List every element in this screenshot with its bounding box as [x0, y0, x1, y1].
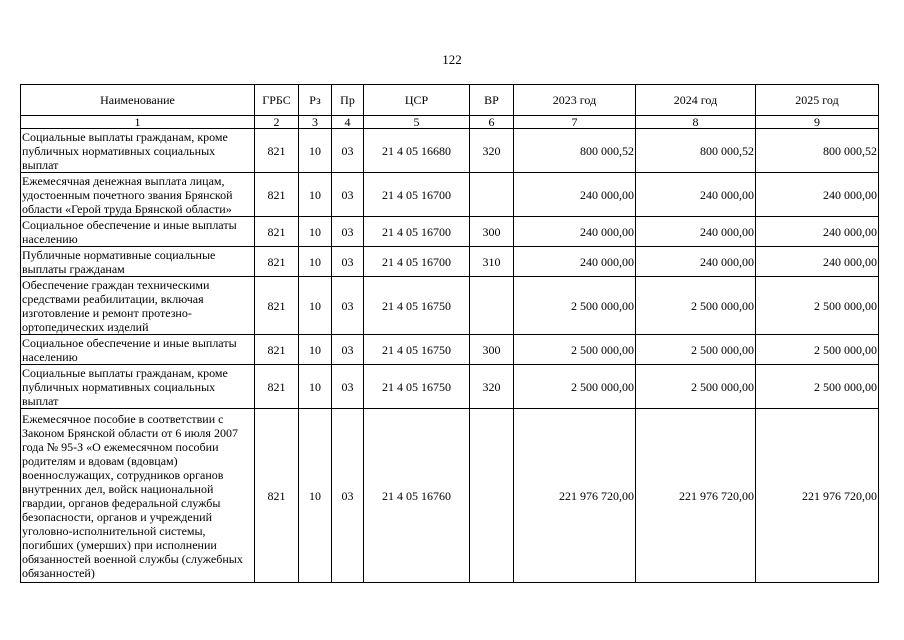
row-2024: 2 500 000,00	[636, 335, 756, 365]
row-csr: 21 4 05 16680	[364, 129, 470, 173]
row-vr	[470, 409, 514, 583]
table-row	[21, 247, 879, 277]
row-name: Социальное обеспечение и иные выплаты населению	[21, 217, 255, 247]
row-grbs: 821	[255, 173, 299, 217]
row-rz: 10	[299, 173, 332, 217]
row-pr: 03	[332, 173, 364, 217]
column-number: 5	[364, 116, 470, 129]
header-2025: 2025 год	[756, 85, 879, 116]
row-2023: 240 000,00	[514, 247, 636, 277]
row-2025: 240 000,00	[756, 217, 879, 247]
row-2023: 2 500 000,00	[514, 365, 636, 409]
row-2025: 240 000,00	[756, 247, 879, 277]
row-csr: 21 4 05 16700	[364, 217, 470, 247]
row-name: Социальные выплаты гражданам, кроме публичных нормативных социальных выплат	[21, 129, 255, 173]
row-2023: 240 000,00	[514, 217, 636, 247]
row-2024: 221 976 720,00	[636, 409, 756, 583]
row-vr	[470, 277, 514, 335]
row-csr: 21 4 05 16700	[364, 173, 470, 217]
table-row	[21, 335, 879, 365]
row-2024: 240 000,00	[636, 217, 756, 247]
header-grbs: ГРБС	[255, 85, 299, 116]
row-2023: 2 500 000,00	[514, 335, 636, 365]
column-number: 1	[21, 116, 255, 129]
row-2025: 2 500 000,00	[756, 277, 879, 335]
row-grbs: 821	[255, 217, 299, 247]
row-rz: 10	[299, 277, 332, 335]
row-pr: 03	[332, 217, 364, 247]
row-2024: 800 000,52	[636, 129, 756, 173]
row-rz: 10	[299, 129, 332, 173]
row-csr: 21 4 05 16750	[364, 365, 470, 409]
row-grbs: 821	[255, 247, 299, 277]
row-grbs: 821	[255, 409, 299, 583]
table-row	[21, 365, 879, 409]
column-number: 7	[514, 116, 636, 129]
budget-table	[20, 84, 879, 583]
row-csr: 21 4 05 16700	[364, 247, 470, 277]
page-number: 122	[442, 52, 462, 67]
row-rz: 10	[299, 335, 332, 365]
column-number: 9	[756, 116, 879, 129]
row-grbs: 821	[255, 129, 299, 173]
row-2025: 221 976 720,00	[756, 409, 879, 583]
row-2023: 2 500 000,00	[514, 277, 636, 335]
row-2023: 221 976 720,00	[514, 409, 636, 583]
header-2023: 2023 год	[514, 85, 636, 116]
header-csr: ЦСР	[364, 85, 470, 116]
table-row	[21, 173, 879, 217]
table-row	[21, 129, 879, 173]
row-2024: 2 500 000,00	[636, 365, 756, 409]
row-pr: 03	[332, 129, 364, 173]
row-name: Ежемесячное пособие в соответствии с Законом Брянской области от 6 июля 2007 года № 95-З «О ежемесячном пособии родителям и вдовам (вдовцам) военнослужащих, сотрудников органов внутренних дел, войск национальной гвардии, органов федеральной службы безопасности, органов и учреждений уголовно-исполнительной системы, погибших (умерших) при исполнении обязанностей военной службы (служебных обязанностей)	[21, 409, 255, 583]
header-2024: 2024 год	[636, 85, 756, 116]
row-pr: 03	[332, 409, 364, 583]
row-rz: 10	[299, 365, 332, 409]
row-pr: 03	[332, 365, 364, 409]
row-name: Публичные нормативные социальные выплаты гражданам	[21, 247, 255, 277]
row-pr: 03	[332, 277, 364, 335]
row-vr	[470, 173, 514, 217]
row-rz: 10	[299, 217, 332, 247]
row-pr: 03	[332, 247, 364, 277]
row-2025: 2 500 000,00	[756, 365, 879, 409]
row-pr: 03	[332, 335, 364, 365]
table-row	[21, 217, 879, 247]
column-number: 8	[636, 116, 756, 129]
row-csr: 21 4 05 16760	[364, 409, 470, 583]
row-name: Ежемесячная денежная выплата лицам, удостоенным почетного звания Брянской области «Герой труда Брянской области»	[21, 173, 255, 217]
header-vr: ВР	[470, 85, 514, 116]
row-2023: 800 000,52	[514, 129, 636, 173]
row-rz: 10	[299, 409, 332, 583]
row-grbs: 821	[255, 335, 299, 365]
row-vr: 300	[470, 217, 514, 247]
column-number: 3	[299, 116, 332, 129]
row-2025: 240 000,00	[756, 173, 879, 217]
row-2023: 240 000,00	[514, 173, 636, 217]
row-vr: 300	[470, 335, 514, 365]
row-2025: 800 000,52	[756, 129, 879, 173]
row-2024: 2 500 000,00	[636, 277, 756, 335]
row-rz: 10	[299, 247, 332, 277]
row-csr: 21 4 05 16750	[364, 277, 470, 335]
row-vr: 310	[470, 247, 514, 277]
column-number: 4	[332, 116, 364, 129]
header-pr: Пр	[332, 85, 364, 116]
row-csr: 21 4 05 16750	[364, 335, 470, 365]
header-row	[21, 85, 879, 116]
table-row	[21, 277, 879, 335]
row-grbs: 821	[255, 365, 299, 409]
row-name: Социальные выплаты гражданам, кроме публичных нормативных социальных выплат	[21, 365, 255, 409]
row-name: Социальное обеспечение и иные выплаты населению	[21, 335, 255, 365]
column-number: 2	[255, 116, 299, 129]
header-rz: Рз	[299, 85, 332, 116]
table-row	[21, 409, 879, 583]
column-number-row	[21, 116, 879, 129]
row-name: Обеспечение граждан техническими средствами реабилитации, включая изготовление и ремонт протезно-ортопедических изделий	[21, 277, 255, 335]
header-name: Наименование	[21, 85, 255, 116]
column-number: 6	[470, 116, 514, 129]
row-vr: 320	[470, 365, 514, 409]
row-vr: 320	[470, 129, 514, 173]
row-2024: 240 000,00	[636, 247, 756, 277]
row-grbs: 821	[255, 277, 299, 335]
row-2024: 240 000,00	[636, 173, 756, 217]
row-2025: 2 500 000,00	[756, 335, 879, 365]
